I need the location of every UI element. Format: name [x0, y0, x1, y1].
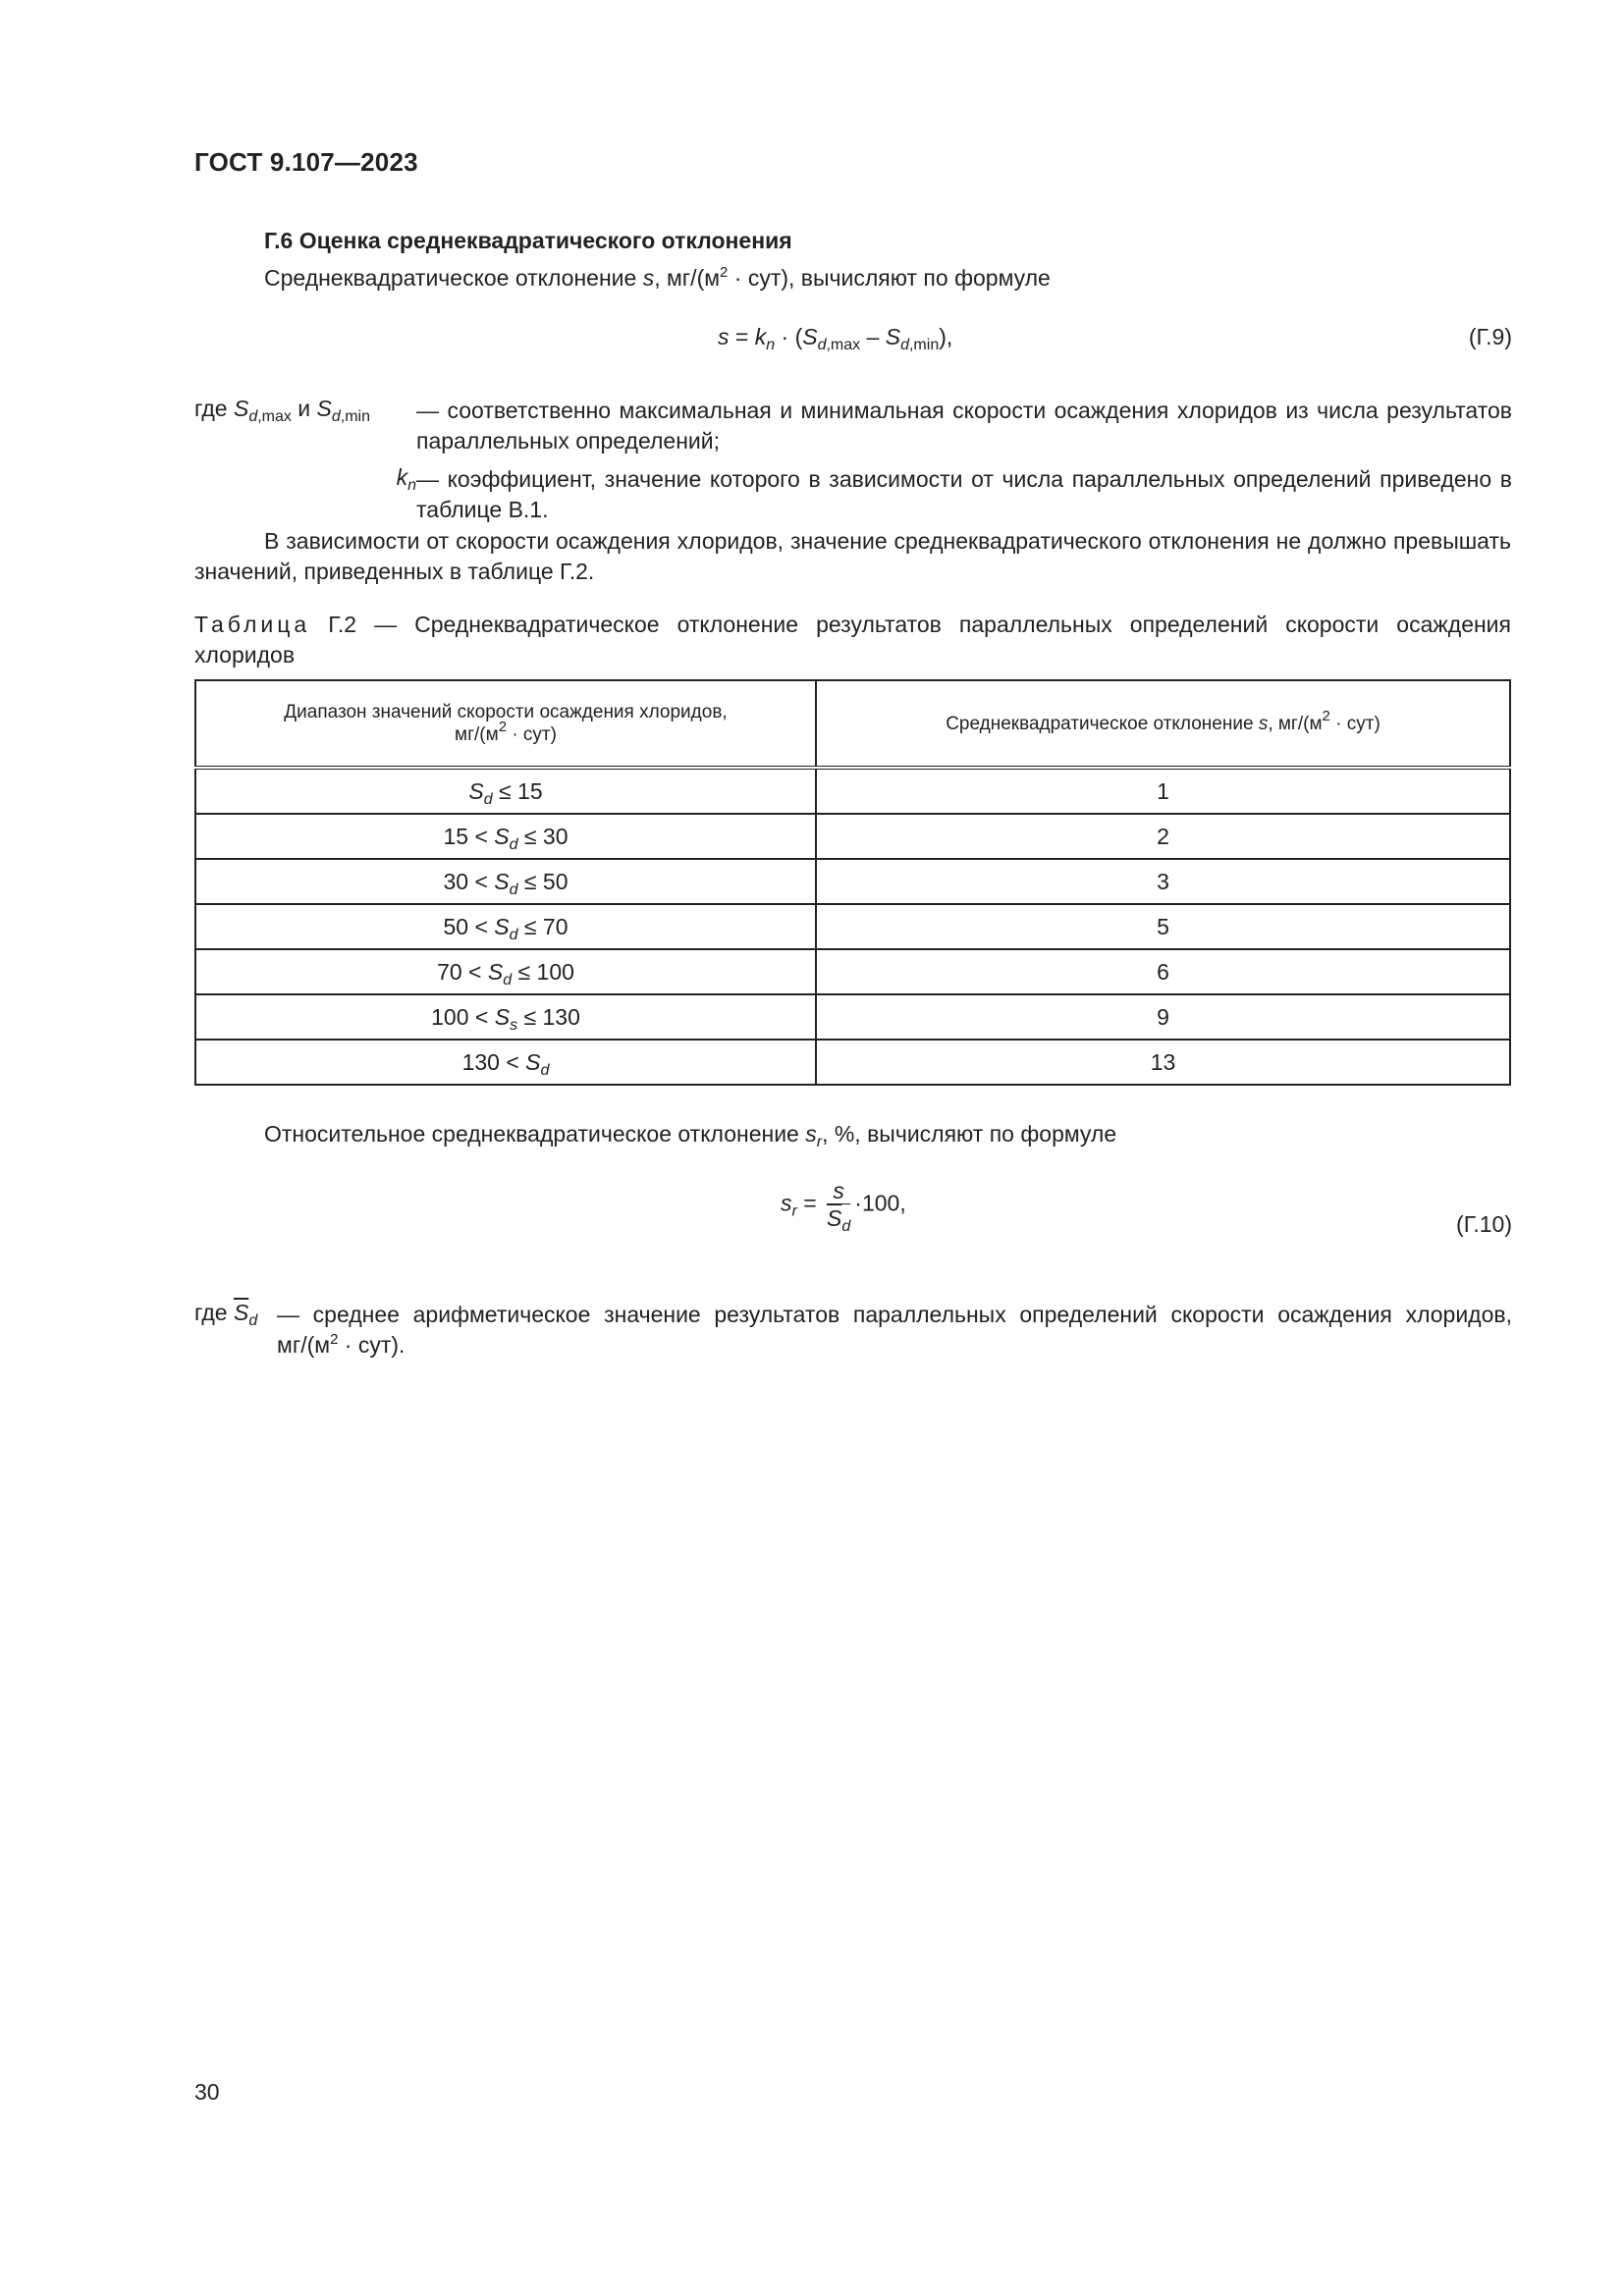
table-caption: Таблица Г.2 — Среднеквадратическое отклонение результатов параллельных определений скорости осаждения хлоридов: [194, 612, 1511, 667]
range-cell: $15 < S_d \le 30$: [195, 814, 816, 859]
relative-sentence: Относительное среднеквадратическое отклонение $s_r$, %, вычисляют по формуле: [264, 1121, 1117, 1150]
header-deviation: Среднеквадратическое отклонение s, $мг/(м^2 \cdot сут)$: [816, 680, 1510, 768]
range-cell: $50 < S_d \le 70$: [195, 904, 816, 949]
deviation-cell: 5: [816, 904, 1510, 949]
deviation-cell: 13: [816, 1040, 1510, 1085]
where-item-smax-smin: — соответственно максимальная и минимальная скорости осаждения хлоридов из числа результатов параллельных определений;: [416, 398, 1512, 454]
where-item-sd-mean: — среднее арифметическое значение результатов параллельных определений скорости осаждения хлоридов, $мг/(м^2 \cdot сут)$.: [277, 1302, 1512, 1358]
table-row: [195, 949, 1510, 994]
range-cell: $130 < S_d$: [195, 1040, 816, 1085]
table-row: [195, 1040, 1510, 1085]
table-header-row: [195, 680, 1510, 768]
where-label-g9: где $S_{d,max}$ и $S_{d,min}$: [194, 396, 371, 425]
deviation-cell: 3: [816, 859, 1510, 904]
page-number: 30: [194, 2079, 220, 2105]
deviation-table: [194, 679, 1511, 1086]
deviation-cell: 6: [816, 949, 1510, 994]
section-heading: Г.6 Оценка среднеквадратического отклонения: [264, 228, 792, 253]
deviation-cell: 9: [816, 994, 1510, 1040]
formula-g9-number: (Г.9): [1468, 324, 1512, 349]
table-row: [195, 768, 1510, 814]
deviation-cell: 1: [816, 768, 1510, 814]
range-cell: $100 < S_s \le 130$: [195, 994, 816, 1040]
table-row: [195, 904, 1510, 949]
where-label-kn: $k_n$: [396, 464, 416, 494]
deviation-cell: 2: [816, 814, 1510, 859]
table-row: [195, 859, 1510, 904]
range-cell: $30 < S_d \le 50$: [195, 859, 816, 904]
range-cell: $S_d \le 15$: [195, 768, 816, 814]
document-id: ГОСТ 9.107—2023: [194, 147, 418, 177]
table-row: [195, 814, 1510, 859]
intro-sentence: Среднеквадратическое отклонение s, $мг/(м^2 \cdot сут)$, вычисляют по формуле: [264, 264, 1051, 291]
table-row: [195, 994, 1510, 1040]
where-item-kn: — коэффициент, значение которого в зависимости от числа параллельных определений приведено в таблице В.1.: [416, 466, 1512, 522]
formula-g10-number: (Г.10): [1456, 1211, 1512, 1237]
where-label-g10: где $\overline{S}_d$: [194, 1300, 258, 1329]
header-range: Диапазон значений скорости осаждения хлоридов, $мг/(м^2 \cdot сут)$: [195, 680, 816, 768]
limit-paragraph: В зависимости от скорости осаждения хлоридов, значение среднеквадратического отклонения не должно превышать значений, приведенных в таблице Г.2.: [194, 528, 1511, 584]
fraction: $\frac{s}{\overline{S}_d}$: [827, 1178, 851, 1235]
range-cell: $70 < S_d \le 100$: [195, 949, 816, 994]
formula-g10: $s_r$ = $\frac{s}{\overline{S}_d}$ ·100,: [781, 1178, 906, 1235]
formula-g9: $s = k_n \cdot (S_{d,max} - S_{d,min})$,: [718, 324, 953, 353]
